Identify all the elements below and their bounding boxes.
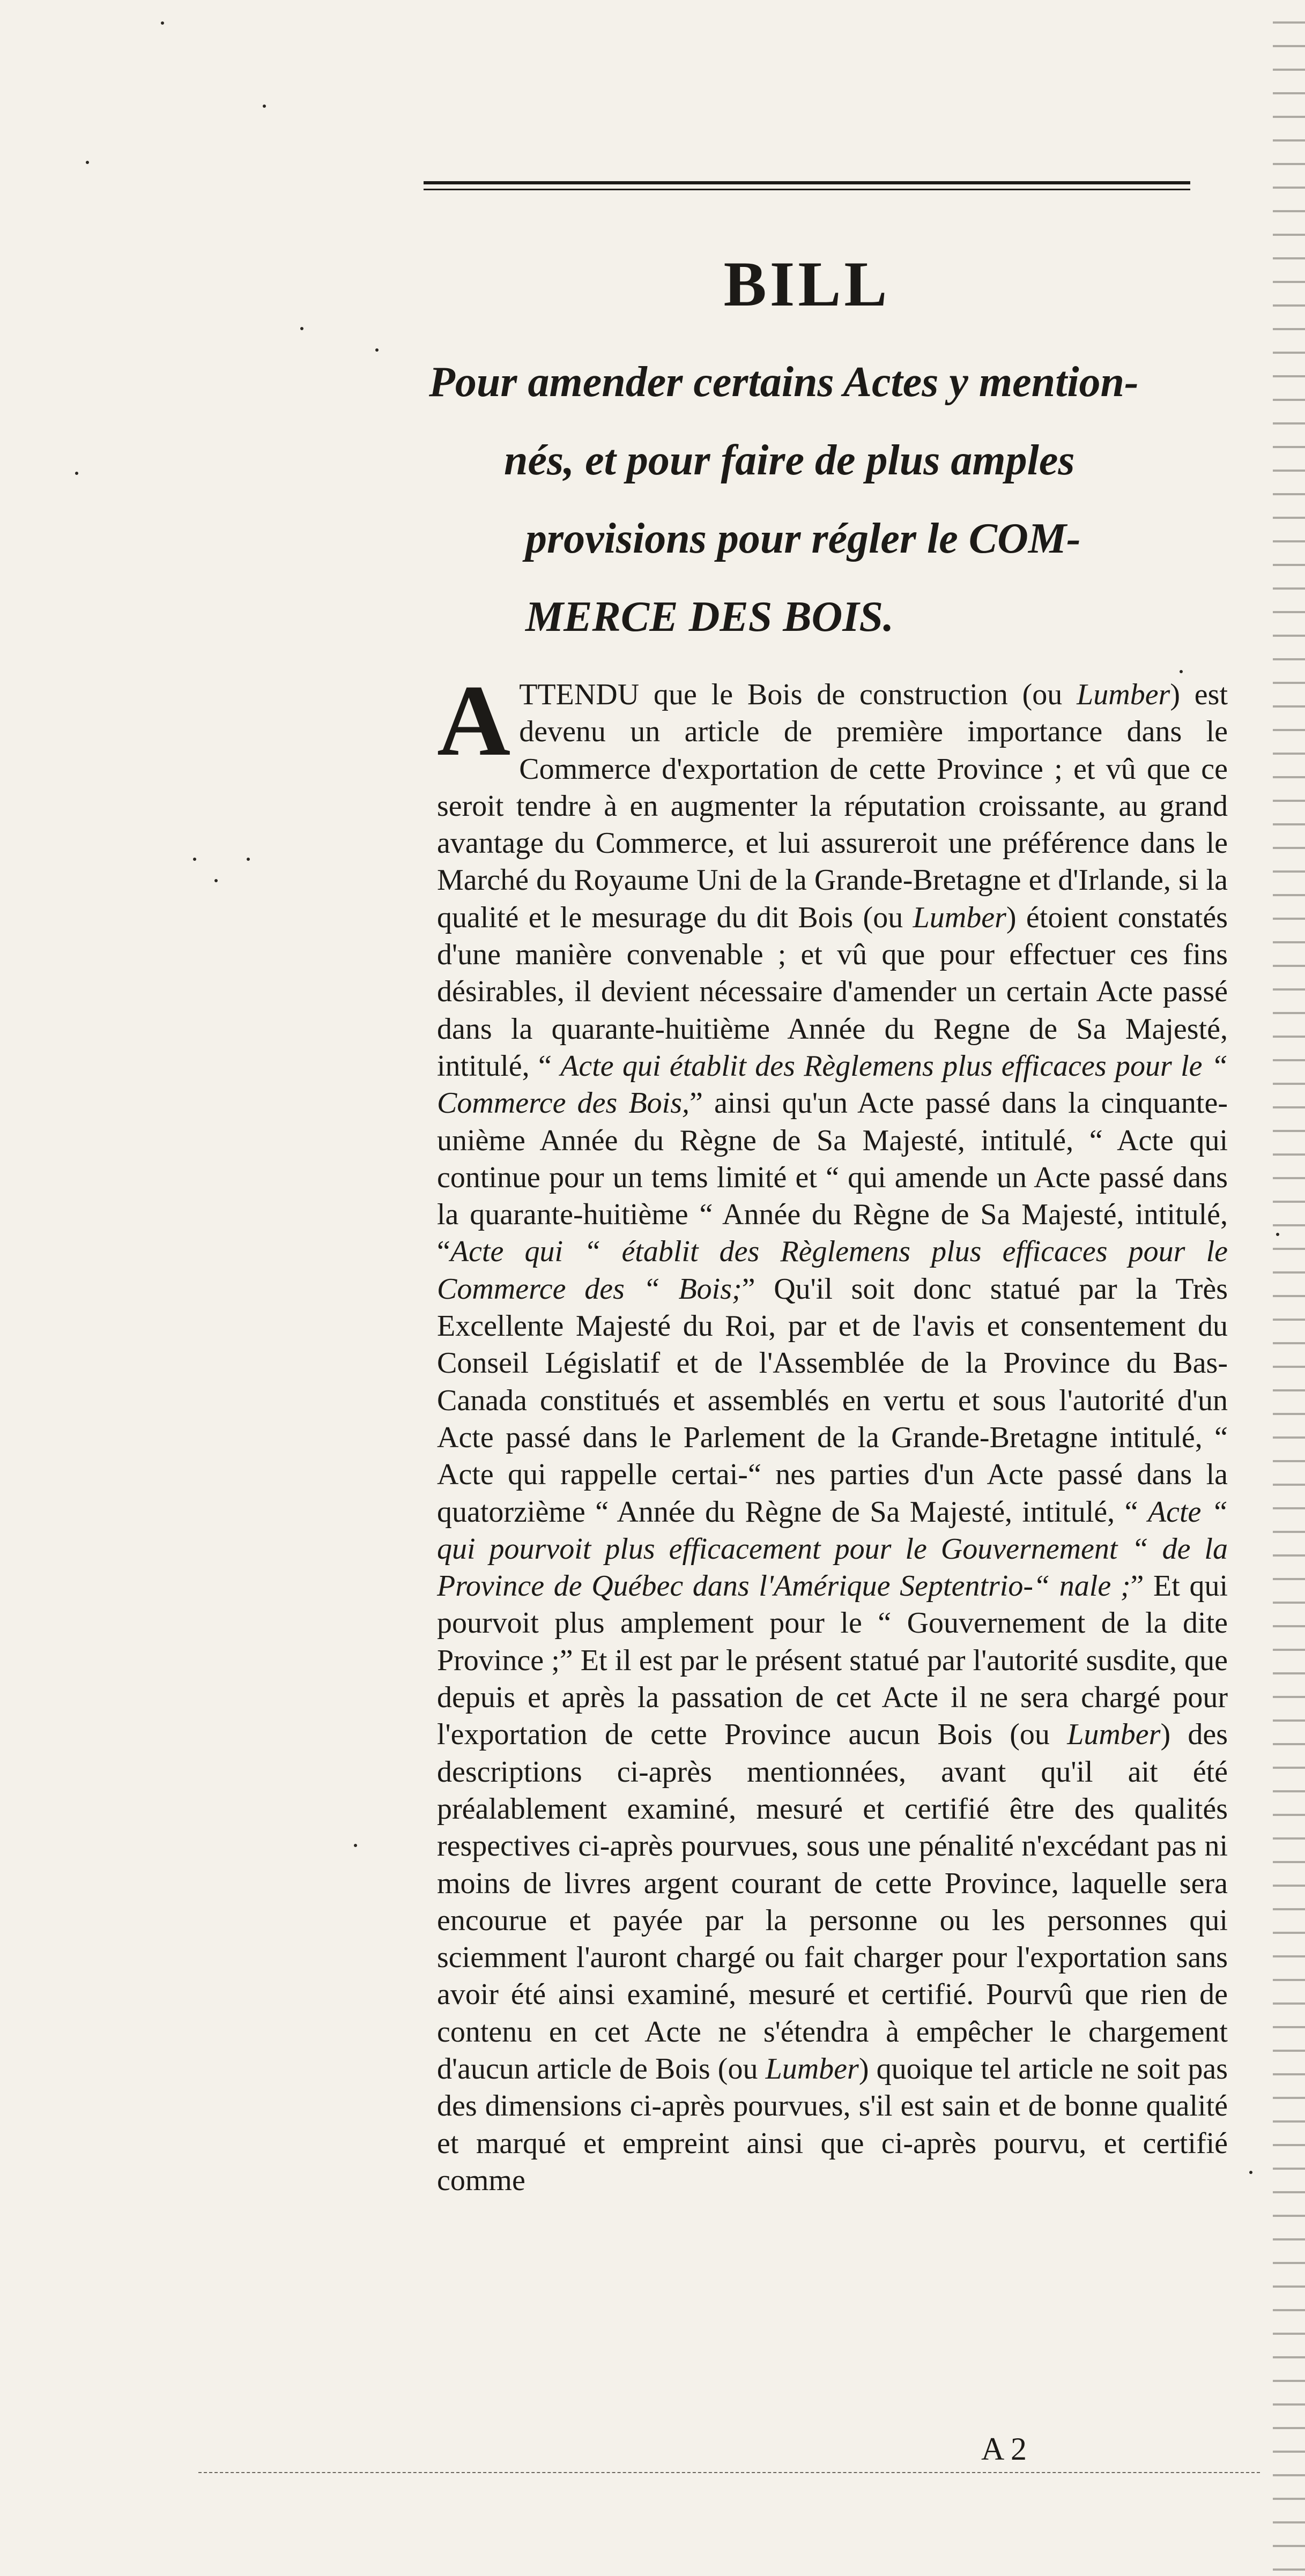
bill-subtitle bbox=[424, 343, 1190, 656]
top-rule-thin bbox=[424, 189, 1190, 190]
text-run: ” Qu'il soit donc statué par la Très Excellente Majesté du Roi, par et de l'avis et consentement du Conseil Législatif et de l'Assemblée de la Province du Bas-Canada constitués et assemblés en vertu et sous l'autorité d'un Acte passé dans le Parlement de la Grande-Bretagne intitulé, “ Acte qui rappelle certai-“ nes parties d'un Acte passé dans la quatorzième “ Année du Règne de Sa Majesté, intitulé, “ bbox=[437, 1272, 1228, 1529]
signature-mark: A 2 bbox=[981, 2431, 1027, 2467]
subtitle-line-4: MERCE DES BOIS. bbox=[525, 593, 894, 641]
italic-text-run: Lumber bbox=[765, 2052, 859, 2086]
text-run: ) quoique tel article ne soit pas des dimensions ci-après pourvues, s'il est sain et de bonne qualité et marqué et empreint ainsi que ci-après pourvu, et certifié comme bbox=[437, 2052, 1228, 2197]
italic-text-run: Lumber bbox=[1067, 1718, 1161, 1752]
scan-speck bbox=[247, 858, 250, 861]
scan-speck bbox=[75, 472, 78, 475]
top-rule bbox=[424, 181, 1190, 184]
text-run: ” Et qui pourvoit plus amplement pour le “ Gouvernement de la dite Province ;” Et il est par le présent statué par l'autorité susdite, que depuis et après la passation de cet Acte il ne sera chargé pour l'exportation de cette Province aucun Bois (ou bbox=[437, 1569, 1228, 1752]
scan-speck bbox=[1276, 1233, 1279, 1236]
scan-speck bbox=[263, 105, 266, 108]
italic-text-run: Acte qui établit des Règlemens plus efficaces pour le “ Commerce des Bois, bbox=[437, 1049, 1228, 1120]
subtitle-line-3: provisions pour régler le COM- bbox=[525, 515, 1081, 562]
text-run: ” ainsi qu'un Acte passé dans la cinquante-unième Année du Règne de Sa Majesté, intitulé, “ Acte qui continue pour un tems limité et “ qui amende un Acte passé dans la quarante-huitième “ Année du Règne de Sa Majesté, intitulé, “ bbox=[437, 1086, 1228, 1269]
bill-title: BILL bbox=[723, 248, 891, 319]
text-run: TTENDU que le Bois de construction (ou bbox=[519, 678, 1077, 711]
scan-speck bbox=[161, 21, 164, 25]
scan-speck bbox=[1249, 2171, 1252, 2174]
italic-text-run: Acte “ qui pourvoit plus efficacement pour le Gouvernement “ de la Province de Québec dans l'Amérique Septentrio-“ nale ; bbox=[437, 1495, 1228, 1603]
text-run: ) étoient constatés d'une manière convenable ; et vû que pour effectuer ces fins désirables, il devient nécessaire d'amender un certain Acte passé dans la quarante-huitième Année du Regne de Sa Majesté, intitulé, “ bbox=[437, 900, 1228, 1083]
bottom-rule bbox=[198, 2472, 1260, 2473]
text-run: ) des descriptions ci-après mentionnées, avant qu'il ait été préalablement examiné, mesuré et certifié être des qualités respectives ci-après pourvues, sous une pénalité n'excédant pas ni moins de livres argent courant de cette Province, laquelle sera encourue et payée par la personne ou les personnes qui sciemment l'auront chargé ou fait charger pour l'exportation sans avoir été ainsi examiné, mesuré et certifié. Pourvû que rien de contenu en cet Acte ne s'étendra à empêcher le chargement d'aucun article de Bois (ou bbox=[437, 1718, 1228, 2086]
italic-text-run: Acte qui “ établit des Règlemens plus efficaces pour le Commerce des “ Bois; bbox=[437, 1235, 1228, 1306]
page-edge-marks bbox=[1273, 0, 1305, 2576]
scan-speck bbox=[354, 1844, 357, 1847]
scan-speck bbox=[214, 879, 218, 882]
scan-speck bbox=[193, 858, 196, 861]
scan-speck bbox=[300, 327, 303, 330]
italic-text-run: Lumber bbox=[913, 900, 1006, 934]
subtitle-line-1: Pour amender certains Actes y mention- bbox=[429, 359, 1139, 406]
scan-speck bbox=[375, 348, 379, 352]
scan-speck bbox=[1180, 670, 1183, 673]
drop-cap: A bbox=[437, 665, 511, 777]
scan-speck bbox=[86, 161, 89, 164]
text-run: ) est devenu un article de première importance dans le Commerce d'exportation de cette Province ; et vû que ce seroit tendre à en augmenter la réputation croissante, au grand avantage du Commerce, et lui assureroit une préférence dans le Marché du Royaume Uni de la Grande-Bretagne et d'Irlande, si la qualité et le mesurage du dit Bois (ou bbox=[437, 678, 1228, 934]
subtitle-line-2: nés, et pour faire de plus amples bbox=[504, 437, 1075, 484]
bill-preamble-paragraph bbox=[437, 665, 1228, 2199]
italic-text-run: Lumber bbox=[1077, 678, 1170, 711]
